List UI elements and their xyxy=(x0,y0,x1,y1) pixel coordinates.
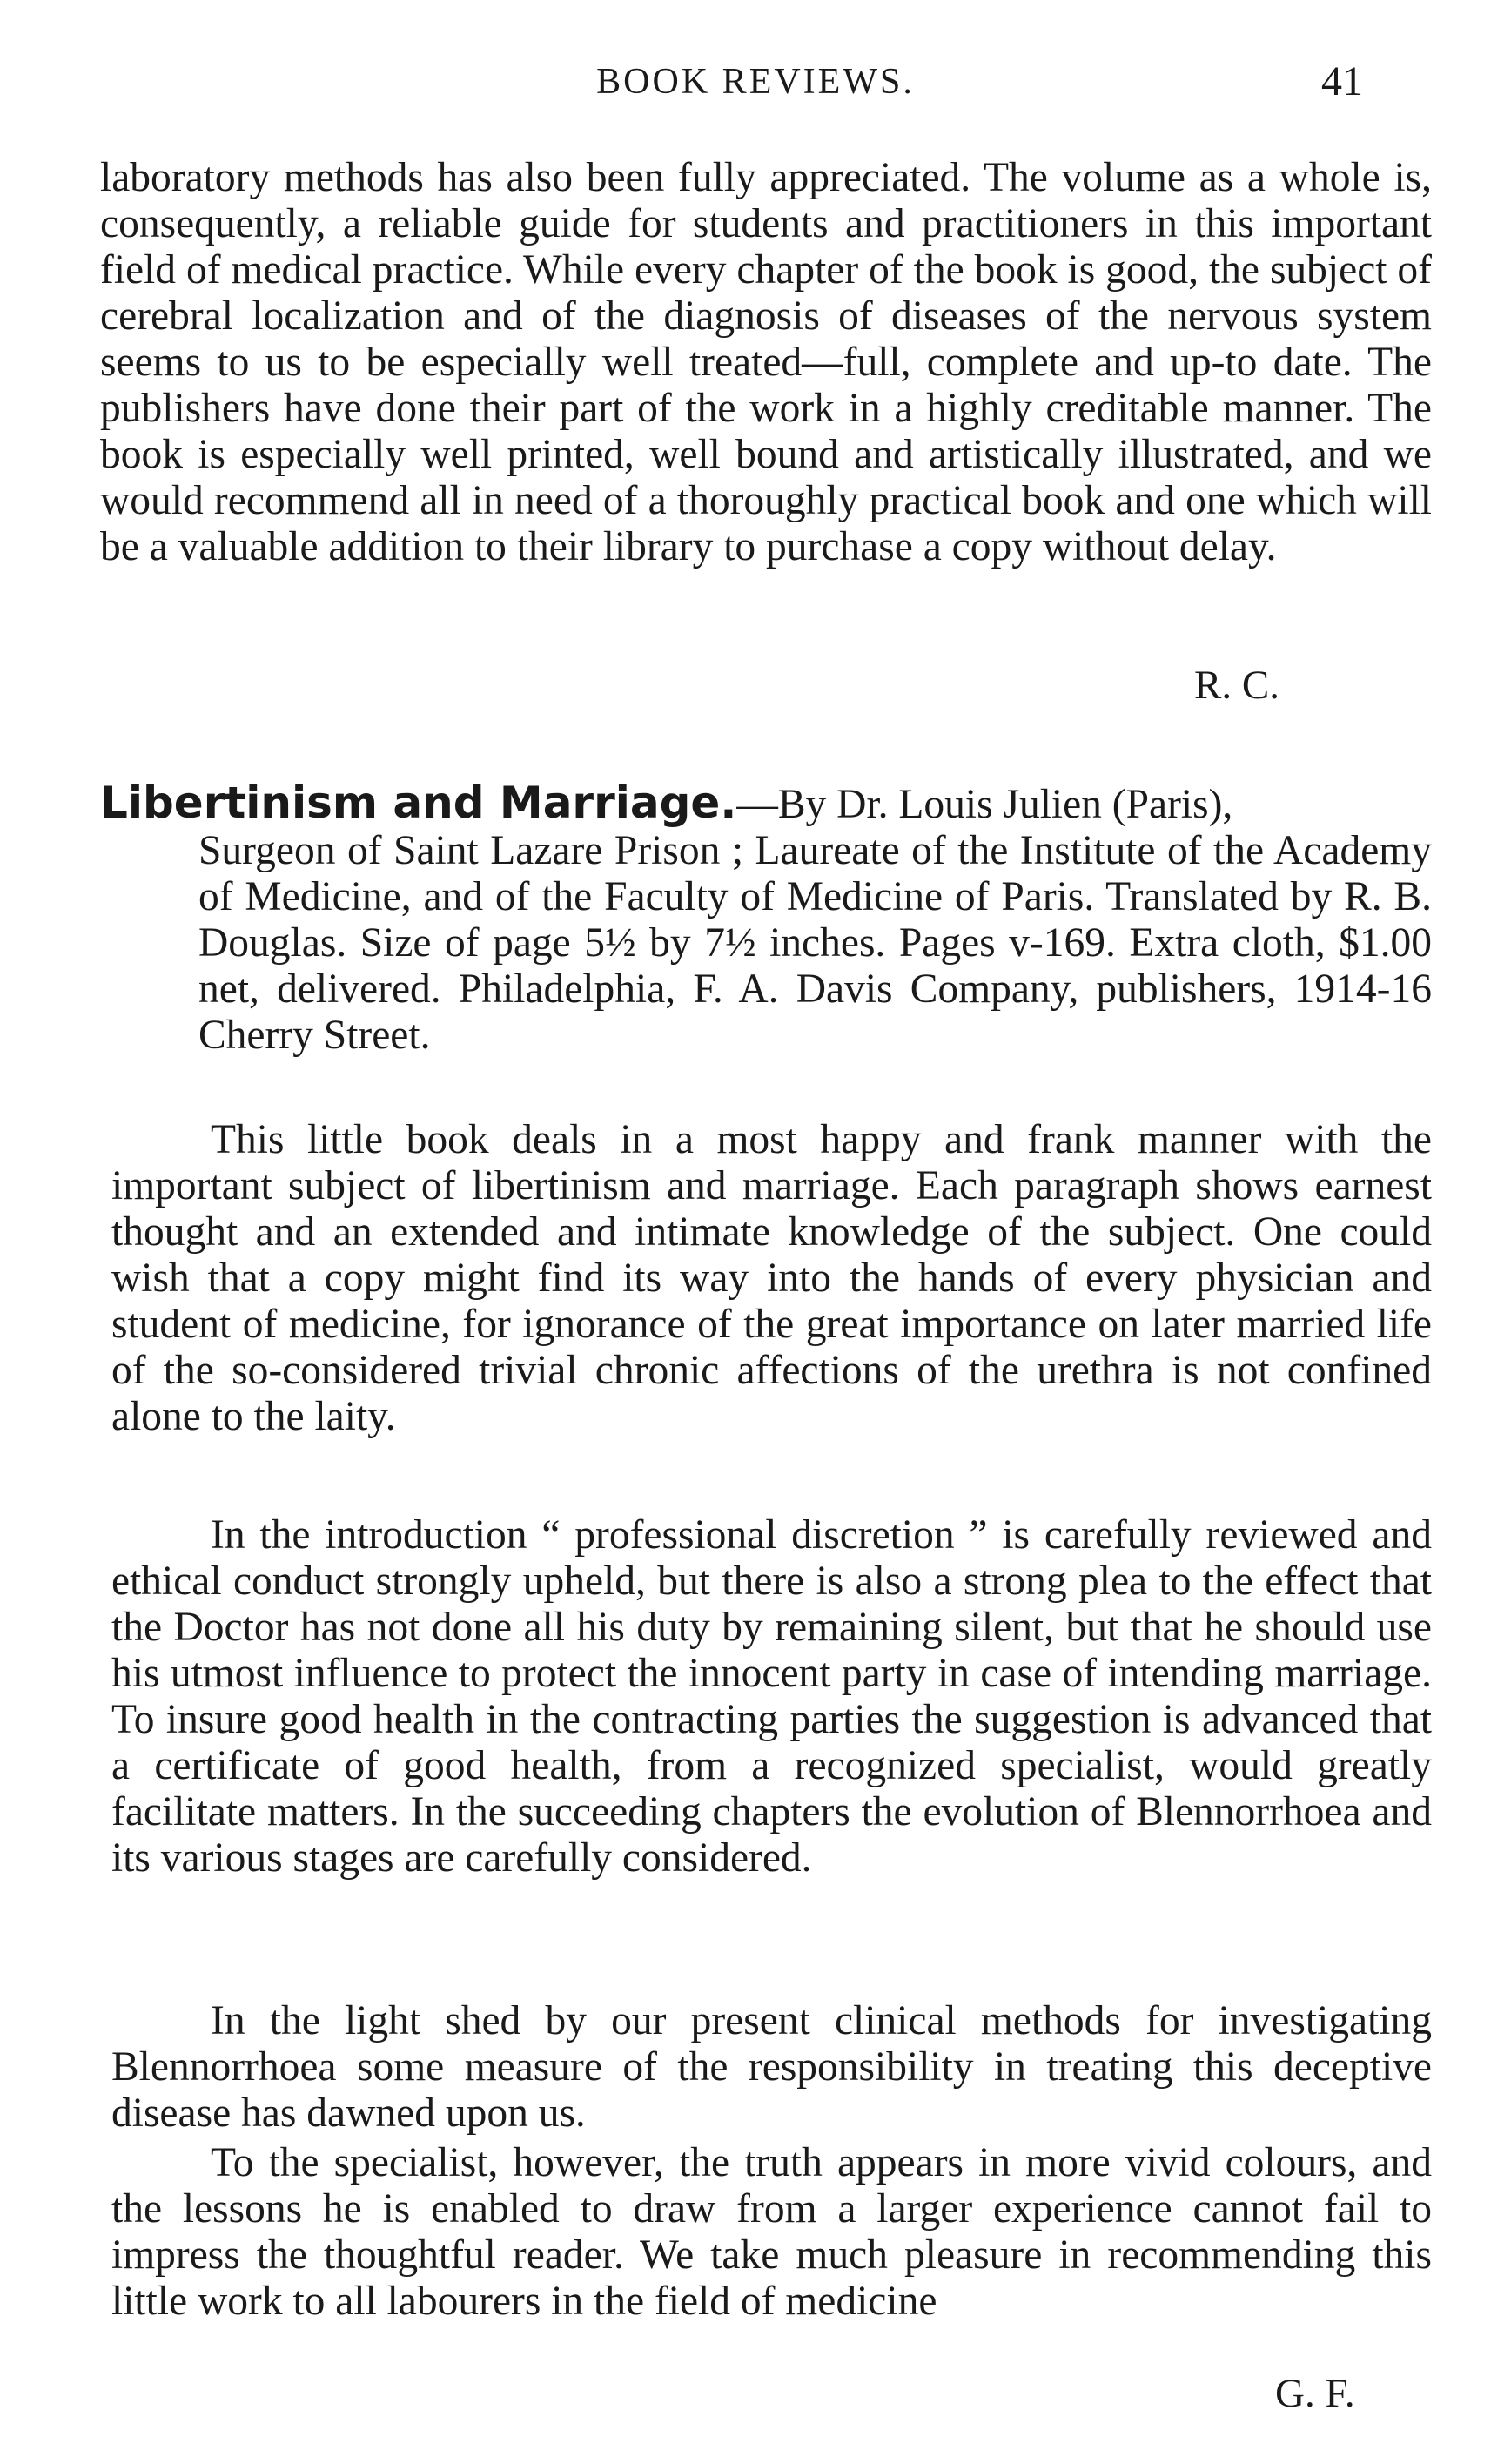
review-paragraph-3: In the light shed by our present clinical methods for investigating Blennorrhoea some measure of the responsibility in treating this deceptive disease has dawned upon us. xyxy=(111,1998,1432,2136)
review-body-2 xyxy=(111,1512,1432,1882)
review-body-3 xyxy=(111,1998,1432,2137)
review-paragraph-1: This little book deals in a most happy and frank manner with the important subject of libertinism and marriage. Each paragraph shows earnest thought and an extended and intimate knowledge of the subject. One could wish that a copy might find its way into the hands of every physician and student of medicine, for ignorance of the great importance on later married life of the so-considered trivial chronic affections of the urethra is not confined alone to the laity. xyxy=(111,1117,1432,1439)
running-head: BOOK REVIEWS. xyxy=(596,62,915,102)
review-paragraph-4: To the specialist, however, the truth appears in more vivid colours, and the lessons he is enabled to draw from a larger experience cannot fail to impress the thoughtful reader. We take much pleasure in recommending this little work to all labourers in the field of medicine xyxy=(111,2140,1432,2324)
review-paragraph-2: In the introduction “ professional discretion ” is carefully reviewed and ethical conduct strongly upheld, but there is also a strong plea to the effect that the Doctor has not done all his duty by remaining silent, but that he should use his utmost influence to protect the innocent party in case of intending marriage. To insure good health in the contracting parties the suggestion is advanced that a certificate of good health, from a recognized specialist, would greatly facilitate matters. In the succeeding chapters the evolution of Blennorrhoea and its various stages are carefully considered. xyxy=(111,1512,1432,1881)
previous-review-text xyxy=(100,155,1432,570)
review-bibliographic-details: Surgeon of Saint Lazare Prison ; Laureate of the Institute of the Academy of Medicine, and of the Faculty of Medicine of Paris. Translated by R. B. Douglas. Size of page 5½ by 7½ inches. Pages v-169. Extra cloth, $1.00 net, delivered. Philadelphia, F. A. Davis Company, publishers, 1914-16 Cherry Street. xyxy=(198,828,1432,1058)
review-byline-start: —By Dr. Louis Julien (Paris), xyxy=(736,782,1233,827)
previous-review-signature: R. C. xyxy=(1194,663,1279,708)
review-body-4 xyxy=(111,2140,1432,2325)
review-body xyxy=(111,1117,1432,1440)
review-title: Libertinism and Marriage. xyxy=(100,778,737,828)
review-signature: G. F. xyxy=(1275,2371,1355,2416)
review-heading xyxy=(100,780,1432,1059)
review-heading-first-line xyxy=(100,780,1432,828)
page-number: 41 xyxy=(1321,58,1363,104)
previous-review-paragraph: laboratory methods has also been fully appreciated. The volume as a whole is, consequently, a reliable guide for students and practitioners in this important field of medical practice. While every chapter of the book is good, the subject of cerebral localization and of the diagnosis of diseases of the nervous system seems to us to be especially well treated—full, complete and up-to date. The publishers have done their part of the work in a highly creditable manner. The book is especially well printed, well bound and artistically illustrated, and we would recommend all in need of a thoroughly practical book and one which will be a valuable addition to their library to purchase a copy without delay. xyxy=(100,155,1432,569)
